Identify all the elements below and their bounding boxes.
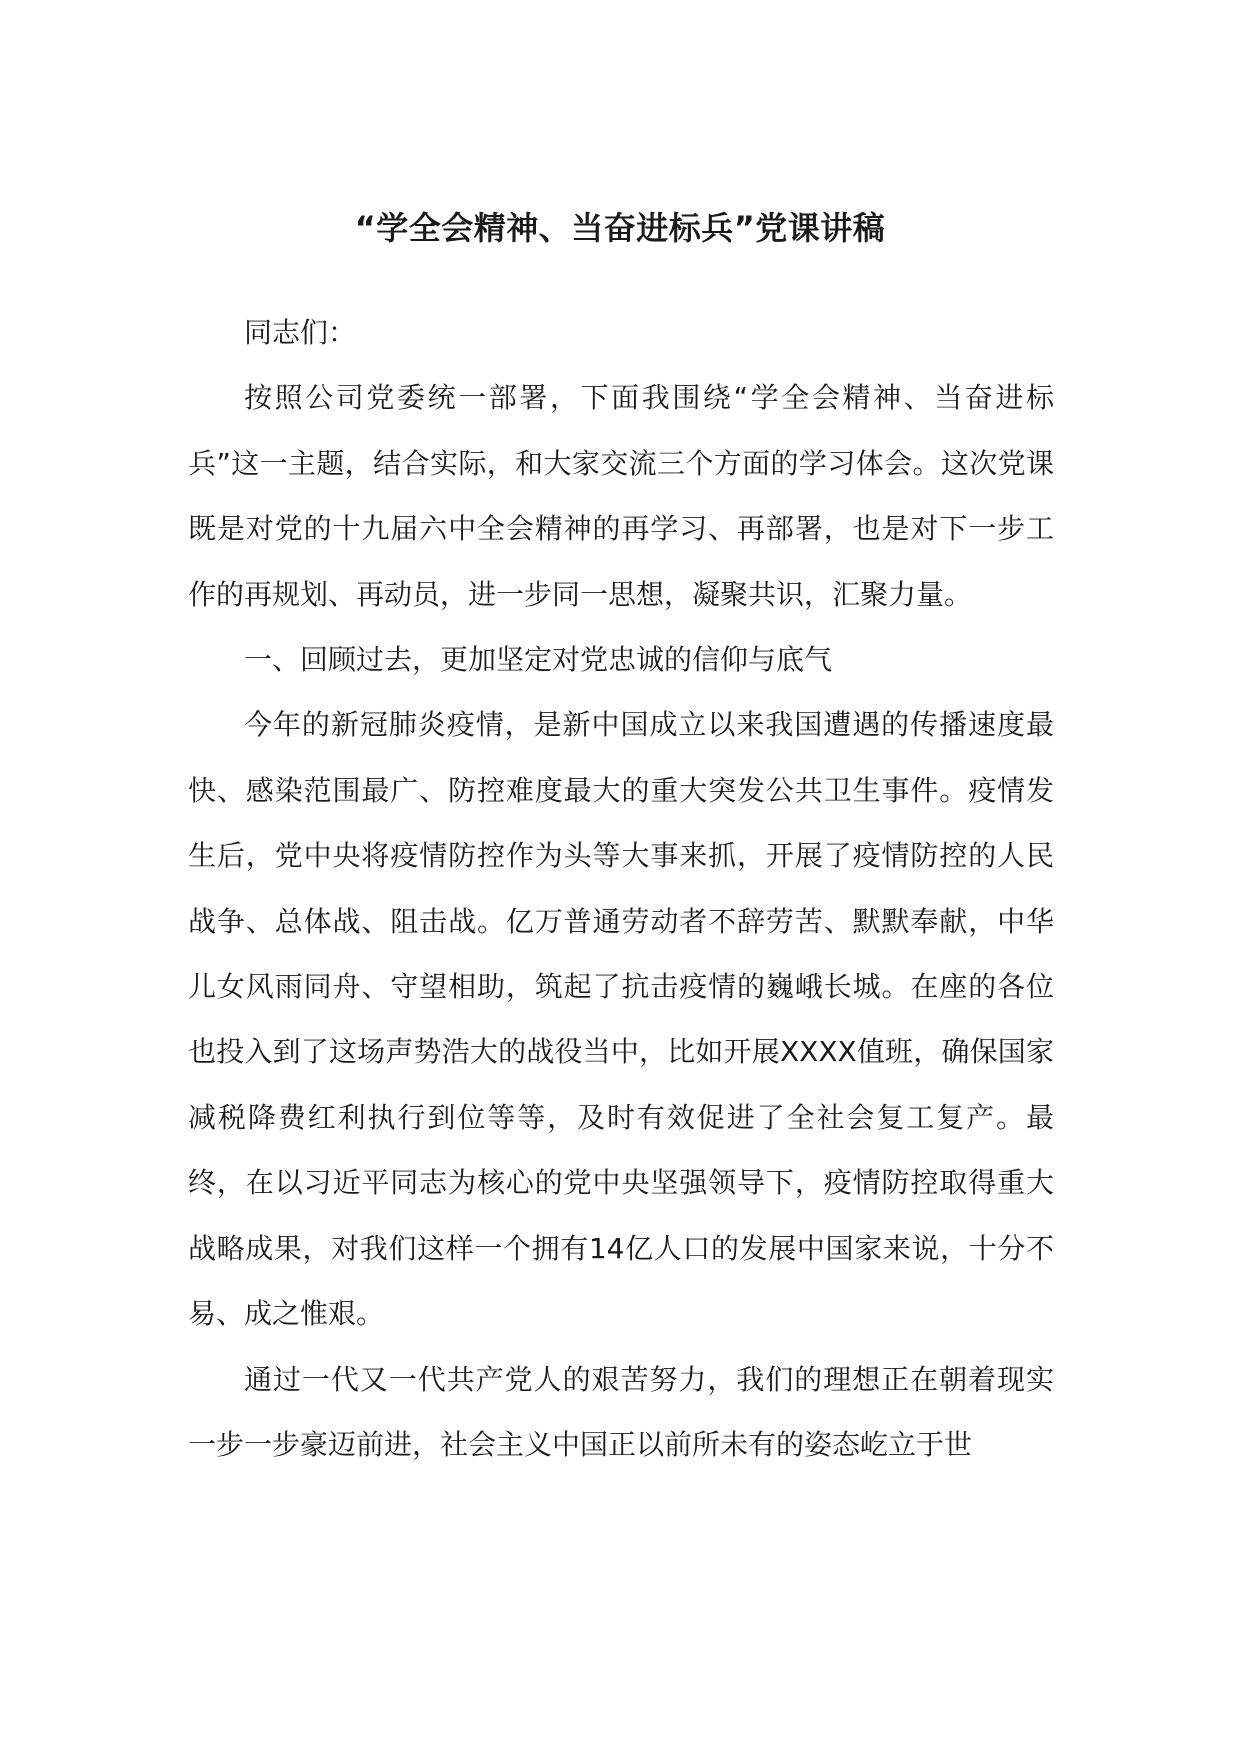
greeting-paragraph: 同志们： (244, 316, 357, 349)
body-paragraph: 通过一代又一代共产党人的艰苦努力，我们的理想正在朝着现实一步一步豪迈前进，社会主义中国正以前所未有的姿态屹立于世 (188, 1362, 1054, 1461)
body-paragraph: 今年的新冠肺炎疫情，是新中国成立以来我国遭遇的传播速度最快、感染范围最广、防控难度最大的重大突发公共卫生事件。疫情发生后，党中央将疫情防控作为头等大事来抓，开展了疫情防控的人民战争、总体战、阻击战。亿万普通劳动者不辞劳苦、默默奉献，中华儿女风雨同舟、守望相助，筑起了抗击疫情的巍峨长城。在座的各位也投入到了这场声势浩大的战役当中，比如开展XXXX值班，确保国家减税降费红利执行到位等等，及时有效促进了全社会复工复产。最终，在以习近平同志为核心的党中央坚强领导下，疫情防控取得重大战略成果，对我们这样一个拥有14亿人口的发展中国家来说，十分不易、成之惟艰。 (188, 708, 1054, 1331)
intro-paragraph: 按照公司党委统一部署，下面我围绕“学全会精神、当奋进标兵”这一主题，结合实际，和大家交流三个方面的学习体会。这次党课既是对党的十九届六中全会精神的再学习、再部署，也是对下一步工作的再规划、再动员，进一步同一思想，凝聚共识，汇聚力量。 (188, 381, 1054, 611)
section-heading-1: 一、回顾过去，更加坚定对党忠诚的信仰与底气 (244, 643, 833, 677)
document-title: “学全会精神、当奋进标兵”党课讲稿 (354, 209, 886, 247)
document-body (188, 300, 1054, 1477)
